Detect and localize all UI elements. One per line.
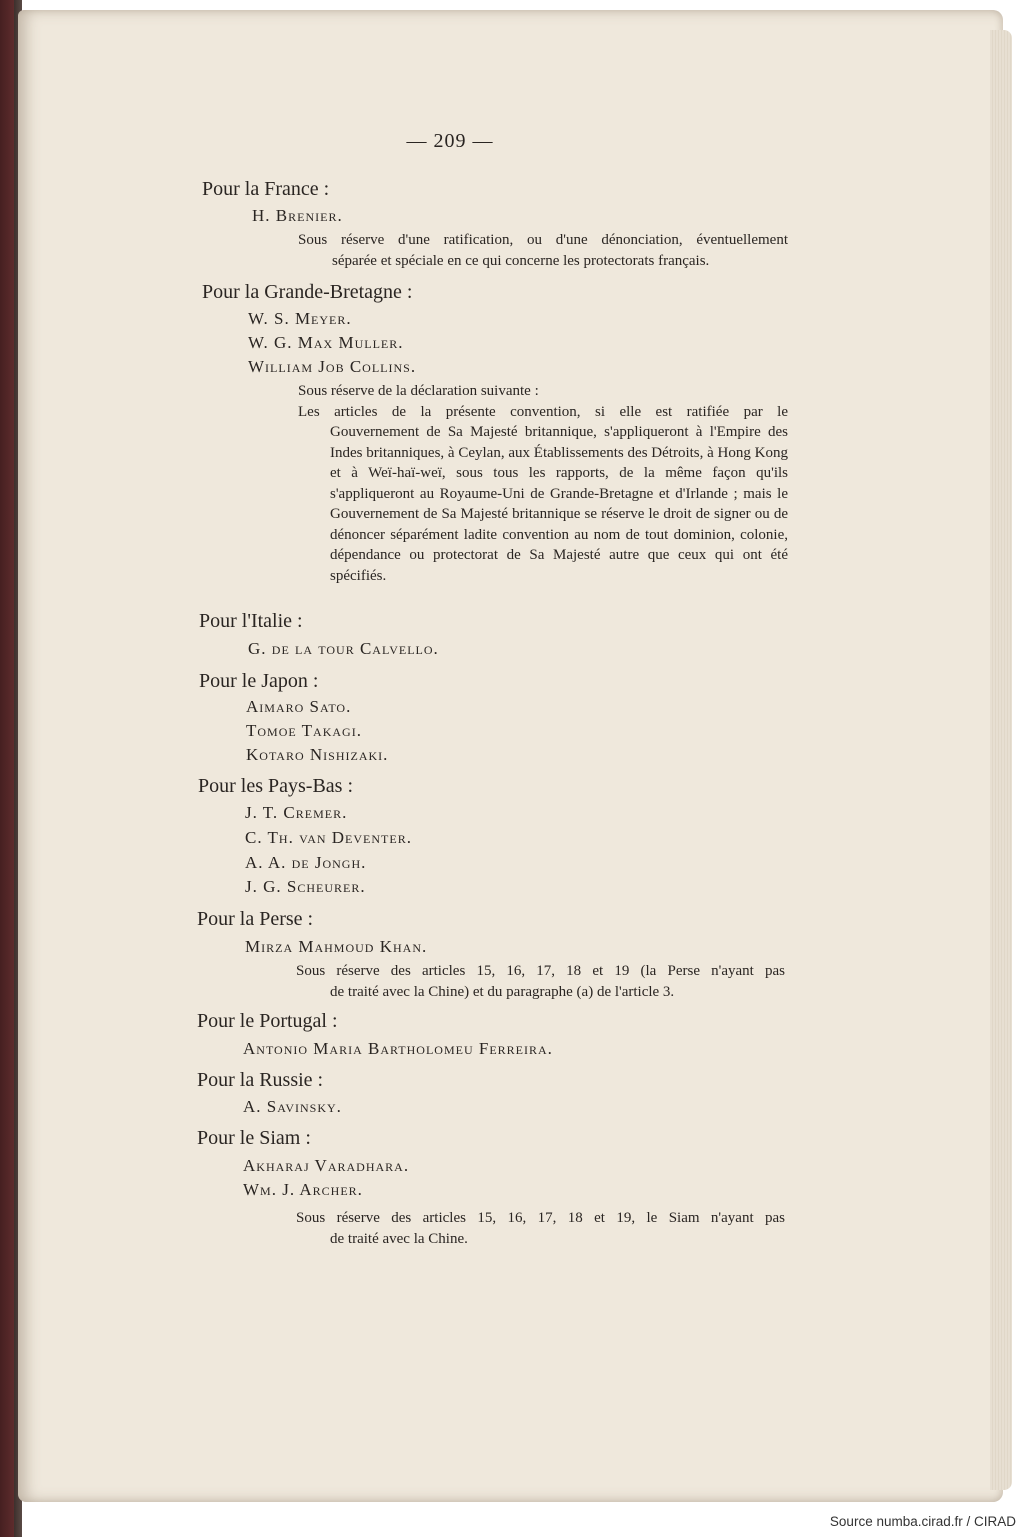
signer-name: G. de la tour Calvello.: [248, 639, 439, 658]
signer-name: William Job Collins.: [248, 357, 417, 376]
reservation-note-first-line: Sous réserve des articles 15, 16, 17, 18 et 19 (la Perse n'ayant pas: [296, 963, 785, 979]
reservation-note-continuation: séparée et spéciale en ce qui concerne les protectorats français.: [332, 252, 710, 269]
country-heading-russia: Pour la Russie :: [197, 1069, 324, 1091]
signer-name: A. A. de Jongh.: [245, 853, 367, 872]
signer-name: J. G. Scheurer.: [245, 877, 366, 896]
reservation-note-first-line: Sous réserve des articles 15, 16, 17, 18 et 19, le Siam n'ayant pas: [296, 1210, 785, 1226]
country-heading-italy: Pour l'Italie :: [199, 610, 303, 632]
reservation-note-first-line: Sous réserve d'une ratification, ou d'une dénonciation, éventuellement: [298, 232, 788, 248]
country-heading-france: Pour la France :: [202, 178, 330, 200]
signer-name: Kotaro Nishizaki.: [246, 745, 389, 764]
signer-name: A. Savinsky.: [243, 1097, 342, 1116]
country-heading-netherlands: Pour les Pays-Bas :: [198, 775, 353, 797]
country-heading-siam: Pour le Siam :: [197, 1127, 311, 1149]
signer-name: W. G. Max Muller.: [248, 333, 404, 352]
signer-name: J. T. Cremer.: [245, 803, 348, 822]
page-number: — 209 —: [406, 130, 494, 152]
reservation-note-continuation: de traité avec la Chine) et du paragraphe (a) de l'article 3.: [330, 983, 675, 1000]
country-heading-japan: Pour le Japon :: [199, 670, 319, 692]
signer-name: Wm. J. Archer.: [243, 1180, 363, 1199]
signer-name: C. Th. van Deventer.: [245, 828, 412, 847]
signer-name: W. S. Meyer.: [248, 309, 352, 328]
reservation-note: [296, 1208, 785, 1249]
source-credit: Source numba.cirad.fr / CIRAD: [829, 1514, 1016, 1529]
signer-name: H. Brenier.: [252, 206, 343, 225]
reservation-note: [298, 230, 788, 271]
signer-name: Tomoe Takagi.: [246, 721, 362, 740]
signer-name: Akharaj Varadhara.: [243, 1156, 410, 1175]
reservation-note-intro: Sous réserve de la déclaration suivante :: [298, 383, 539, 399]
signer-name: Mirza Mahmoud Khan.: [245, 937, 428, 956]
signer-name: Aimaro Sato.: [246, 697, 352, 716]
reservation-note-continuation: de traité avec la Chine.: [330, 1230, 468, 1247]
signer-name: Antonio Maria Bartholomeu Ferreira.: [243, 1039, 553, 1058]
country-heading-persia: Pour la Perse :: [197, 908, 314, 930]
reservation-note-first-line: Les articles de la présente convention, si elle est ratifiée par le: [298, 403, 788, 420]
reservation-note-continuation: Gouvernement de Sa Majesté britannique, s'appliqueront à l'Empire des Indes britanniques, à Ceylan, aux Établissements des Détroits, à Hong Kong et à Weï-haï-weï, sous tous les rapports, de la même façon qu'ils s'appliqueront au Royaume-Uni de Grande-Bretagne et d'Irlande ; mais le Gouvernement de Sa Majesté britannique se réserve le droit de signer ou de dénoncer séparément ladite convention au nom de tout dominion, colonie, dépendance ou protectorat de Sa Majesté autre que ceux qui ont été spécifiés.: [330, 424, 788, 584]
reservation-note: [298, 381, 788, 586]
reservation-note: [296, 961, 785, 1002]
country-heading-great-britain: Pour la Grande-Bretagne :: [202, 281, 413, 303]
country-heading-portugal: Pour le Portugal :: [197, 1010, 338, 1032]
